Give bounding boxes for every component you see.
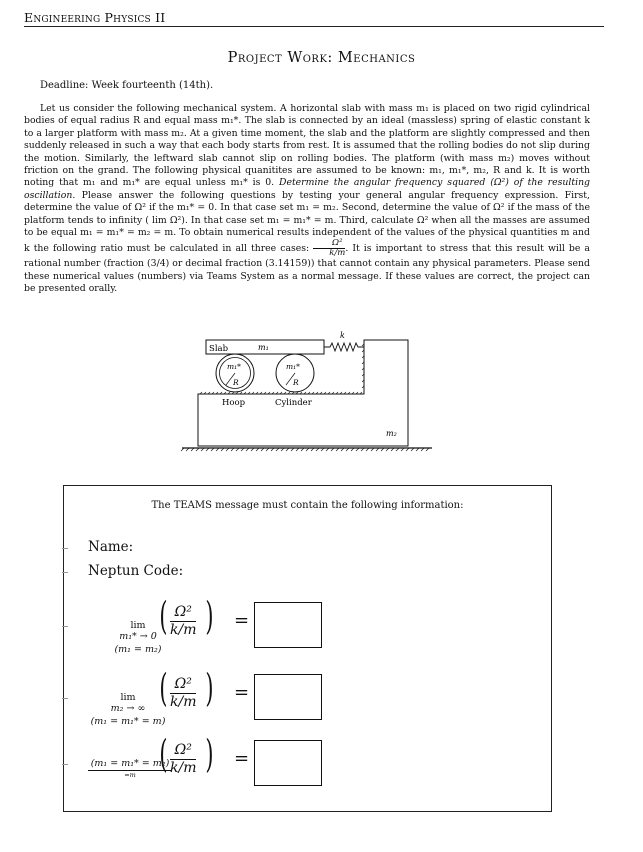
equals-sign: = (234, 748, 250, 769)
bullet-dash (62, 572, 68, 573)
page-title: Project Work: Mechanics (227, 50, 416, 66)
ratio-fraction: $\frac{\text{Ω²}}{k/m}$ (313, 239, 345, 258)
hoop-radius-label: R (233, 378, 239, 387)
running-header: Engineering Physics II (24, 10, 604, 27)
answer-box-3[interactable] (254, 740, 322, 786)
q2-ratio: ( $\frac{\text{Ω²}}{k/m}$ ) (159, 666, 214, 710)
m2-label: m₂ (386, 429, 397, 438)
answer-box-1[interactable] (254, 602, 322, 648)
problem-task: Determine the angular frequency squared (Ω²) of the resulting oscillation. (24, 177, 591, 201)
m1-label: m₁ (258, 343, 269, 352)
slab-label: Slab (209, 344, 229, 354)
problem-text-2: Please answer the following questions by testing your general angular frequency expression. First, determine the value of Ω² if the m₁* = 0. In that case set m₁ = m₂. Second, determine the value of Ω² if the mass of the platform tends to infinity ( lim Ω²). In that case set m₁ = m₁* = m. Third, calculate Ω² when all the masses are assumed to be equal m₁ = m₁* = m₂ = m. To obtain numerical results independent of the values of the physical quantities m and k the following ratio must be calculated in all three cases: (24, 189, 590, 255)
bullet-dash (62, 626, 68, 627)
bullet-dash (62, 698, 68, 699)
cylinder-mass-label: m₁* (286, 362, 300, 371)
deadline: Deadline: Week fourteenth (14th). (40, 80, 214, 91)
equals-sign: = (234, 682, 250, 703)
spring-k-label: k (340, 331, 345, 340)
teams-message-box (63, 485, 552, 812)
teams-intro: The TEAMS message must contain the following information: (151, 500, 464, 511)
problem-statement (24, 103, 590, 296)
bullet-dash (62, 764, 68, 765)
problem-text-1: Let us consider the following mechanical system. A horizontal slab with mass m₁ is placed on two rigid cylindrical bodies of equal radius R and equal mass m₁*. The slab is connected by an ideal (massless) spring of elastic constant k to a larger platform with mass m₂. At a given time moment, the slab and the platform are slightly compressed and then suddenly released in such a way that each body starts from rest. It is assumed that the rolling bodies do not slip during the motion. Similarly, the leftward slab cannot slip on rolling bodies. The platform (with mass m₂) moves without friction on the grand. The following physical quanitites are assumed to be known: m₁, m₁*, m₂, R and k. It is worth noting that m₁ and m₁* are equal unless m₁* is 0. (24, 103, 590, 189)
mechanical-system-diagram (178, 328, 438, 458)
cylinder-label: Cylinder (275, 398, 312, 408)
q1-ratio: ( $\frac{\text{Ω²}}{k/m}$ ) (159, 594, 214, 638)
problem-text-3: . It is important to stress that this result will be a rational number (fraction (3/4) or decimal fraction (3.14159)) that cannot contain any physical parameters. Please send these numerical values (numbers) via Teams System as a normal message. If these values are correct, the project can be presented orally. (24, 243, 590, 295)
q3-ratio: ( $\frac{\text{Ω²}}{k/m}$ ) (159, 732, 214, 776)
q2-limit: lim m₂ → ∞ (m₁ = m₁* = m) (90, 692, 166, 727)
answer-box-2[interactable] (254, 674, 322, 720)
bullet-dash (62, 548, 68, 549)
equals-sign: = (234, 610, 250, 631)
q3-condition: (m₁ = m₁* = m₂) =m (88, 758, 172, 779)
hoop-label: Hoop (222, 398, 246, 408)
neptun-label: Neptun Code: (88, 563, 184, 579)
hoop-mass-label: m₁* (227, 362, 241, 371)
q1-limit: lim m₁* → 0 (m₁ = m₂) (114, 620, 162, 655)
spring (324, 343, 364, 351)
cylinder-radius-label: R (293, 378, 299, 387)
name-label: Name: (88, 539, 134, 555)
